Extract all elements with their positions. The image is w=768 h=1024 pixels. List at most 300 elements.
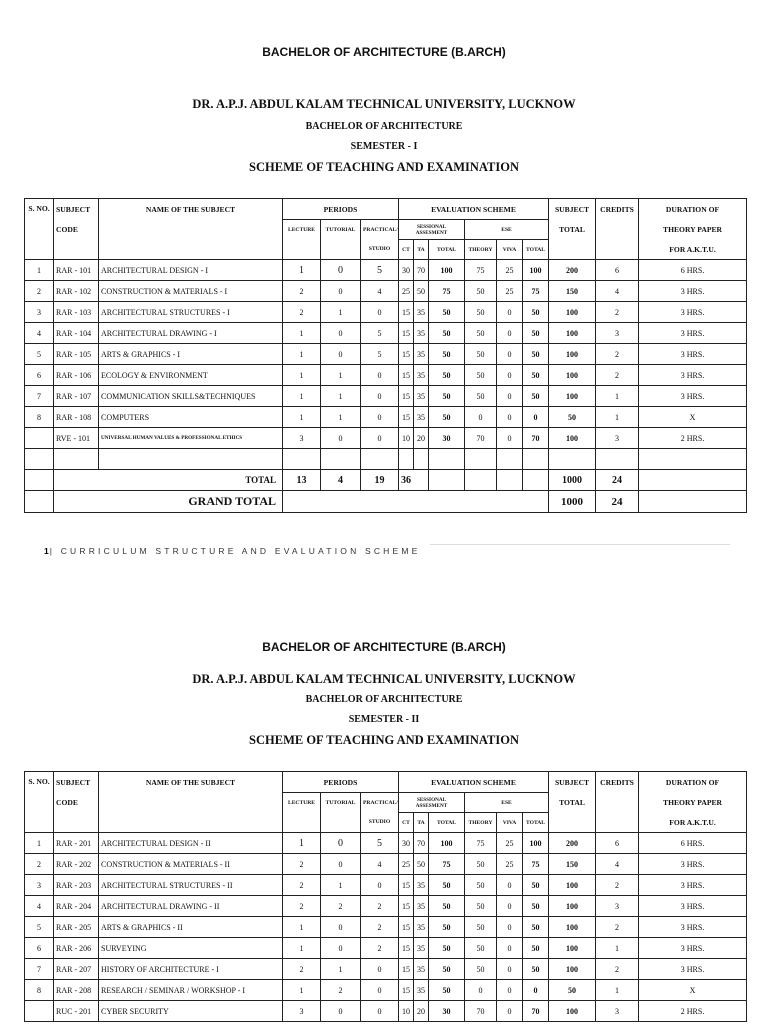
row-name: CYBER SECURITY <box>99 1001 283 1022</box>
table-row <box>25 875 747 896</box>
row-practical: 2 <box>361 938 399 959</box>
row-duration: 2 HRS. <box>639 1001 747 1022</box>
header-tutorial: TUTORIAL <box>321 220 361 240</box>
row-name: ARCHITECTURAL DESIGN - II <box>99 833 283 854</box>
row-name: COMMUNICATION SKILLS&TECHNIQUES <box>99 386 283 407</box>
row-ct: 25 <box>399 854 414 875</box>
row-ct: 15 <box>399 896 414 917</box>
semester-title: SEMESTER - I <box>350 141 418 152</box>
row-ese-total: 100 <box>523 833 549 854</box>
row-lecture: 1 <box>283 323 321 344</box>
row-code: RAR - 208 <box>54 980 99 1001</box>
header-code: CODE <box>54 793 99 813</box>
row-ct: 15 <box>399 323 414 344</box>
row-tutorial: 0 <box>321 1001 361 1022</box>
row-sessional-total: 50 <box>429 323 465 344</box>
row-subject-total: 100 <box>549 896 596 917</box>
header-viva: VIVA <box>497 813 523 833</box>
row-credits: 4 <box>596 854 639 875</box>
row-practical: 0 <box>361 875 399 896</box>
total-subject-total: 1000 <box>549 470 596 491</box>
row-ct: 15 <box>399 386 414 407</box>
row-duration: X <box>639 980 747 1001</box>
row-ct: 10 <box>399 1001 414 1022</box>
row-sessional-total: 50 <box>429 302 465 323</box>
header-credits: CREDITS <box>596 199 639 220</box>
row-ta: 35 <box>414 344 429 365</box>
row-subject-total: 200 <box>549 260 596 281</box>
row-practical: 5 <box>361 323 399 344</box>
row-credits: 4 <box>596 281 639 302</box>
row-tutorial: 0 <box>321 323 361 344</box>
row-theory: 50 <box>465 896 497 917</box>
row-ta: 35 <box>414 959 429 980</box>
row-lecture: 2 <box>283 875 321 896</box>
row-viva: 25 <box>497 833 523 854</box>
table-row <box>25 833 747 854</box>
header-subject-total-1: SUBJECT <box>549 772 596 793</box>
row-ct: 15 <box>399 917 414 938</box>
row-ese-total: 50 <box>523 302 549 323</box>
row-sessional-total: 50 <box>429 344 465 365</box>
row-practical: 0 <box>361 407 399 428</box>
header-sno: S. NO. <box>25 772 54 793</box>
row-sessional-total: 30 <box>429 428 465 449</box>
row-practical: 0 <box>361 980 399 1001</box>
row-duration: 3 HRS. <box>639 281 747 302</box>
table-totals <box>25 449 747 513</box>
row-ct: 15 <box>399 959 414 980</box>
row-subject-total: 100 <box>549 1001 596 1022</box>
row-name: ARCHITECTURAL STRUCTURES - II <box>99 875 283 896</box>
row-code: RAR - 207 <box>54 959 99 980</box>
row-lecture: 2 <box>283 854 321 875</box>
row-ct: 15 <box>399 875 414 896</box>
header-ese: ESE <box>465 220 549 240</box>
row-sessional-total: 100 <box>429 260 465 281</box>
scheme-table-semester-1 <box>24 198 747 513</box>
row-duration: 3 HRS. <box>639 875 747 896</box>
row-practical: 0 <box>361 959 399 980</box>
table-row <box>25 386 747 407</box>
header-duration-1: DURATION OF <box>639 772 747 793</box>
row-code: RAR - 206 <box>54 938 99 959</box>
row-theory: 75 <box>465 833 497 854</box>
program-title: BACHELOR OF ARCHITECTURE (B.ARCH) <box>262 45 506 59</box>
row-credits: 1 <box>596 980 639 1001</box>
table-header <box>25 772 747 833</box>
table-row <box>25 1001 747 1022</box>
row-ta: 35 <box>414 980 429 1001</box>
row-lecture: 2 <box>283 281 321 302</box>
row-ese-total: 50 <box>523 959 549 980</box>
row-ese-total: 50 <box>523 344 549 365</box>
total-tutorial: 4 <box>321 470 361 491</box>
scheme-title: SCHEME OF TEACHING AND EXAMINATION <box>249 160 519 174</box>
row-credits: 1 <box>596 407 639 428</box>
row-sno: 1 <box>25 260 54 281</box>
header-ta: TA <box>414 813 429 833</box>
row-name: CONSTRUCTION & MATERIALS - I <box>99 281 283 302</box>
grand-total-label: GRAND TOTAL <box>54 491 283 513</box>
row-ta: 35 <box>414 407 429 428</box>
header-evaluation: EVALUATION SCHEME <box>399 772 549 793</box>
row-tutorial: 1 <box>321 302 361 323</box>
row-credits: 3 <box>596 1001 639 1022</box>
row-lecture: 2 <box>283 302 321 323</box>
row-viva: 0 <box>497 302 523 323</box>
row-viva: 25 <box>497 260 523 281</box>
row-theory: 50 <box>465 938 497 959</box>
header-ese: ESE <box>465 793 549 813</box>
table-row <box>25 323 747 344</box>
row-sno: 5 <box>25 917 54 938</box>
row-credits: 3 <box>596 323 639 344</box>
row-duration: 3 HRS. <box>639 959 747 980</box>
row-lecture: 3 <box>283 1001 321 1022</box>
footer-page-number: 1 <box>44 546 50 556</box>
row-theory: 50 <box>465 365 497 386</box>
row-sno: 7 <box>25 386 54 407</box>
row-theory: 0 <box>465 980 497 1001</box>
row-duration: 3 HRS. <box>639 386 747 407</box>
row-theory: 50 <box>465 386 497 407</box>
row-sessional-total: 50 <box>429 980 465 1001</box>
total-practical: 19 <box>361 470 399 491</box>
row-duration: 3 HRS. <box>639 302 747 323</box>
row-practical: 5 <box>361 833 399 854</box>
row-lecture: 1 <box>283 980 321 1001</box>
row-ct: 15 <box>399 344 414 365</box>
row-sno: 4 <box>25 323 54 344</box>
row-code: RAR - 102 <box>54 281 99 302</box>
row-ese-total: 50 <box>523 875 549 896</box>
row-subject-total: 100 <box>549 323 596 344</box>
row-sno: 2 <box>25 281 54 302</box>
row-name: ARCHITECTURAL DRAWING - II <box>99 896 283 917</box>
header-lecture: LECTURE <box>283 793 321 813</box>
row-sessional-total: 30 <box>429 1001 465 1022</box>
row-ta: 35 <box>414 386 429 407</box>
row-subject-total: 100 <box>549 917 596 938</box>
header-ese-total: TOTAL <box>523 240 549 260</box>
header-viva: VIVA <box>497 240 523 260</box>
row-ct: 15 <box>399 302 414 323</box>
row-practical: 0 <box>361 302 399 323</box>
row-viva: 0 <box>497 896 523 917</box>
row-tutorial: 1 <box>321 386 361 407</box>
row-viva: 0 <box>497 917 523 938</box>
row-viva: 0 <box>497 323 523 344</box>
header-duration-3: FOR A.K.T.U. <box>639 240 747 260</box>
row-subject-total: 100 <box>549 938 596 959</box>
row-subject-total: 200 <box>549 833 596 854</box>
table-row <box>25 854 747 875</box>
header-practical: PRACTICAL/ <box>361 793 399 813</box>
row-theory: 50 <box>465 344 497 365</box>
program-title: BACHELOR OF ARCHITECTURE (B.ARCH) <box>262 640 506 654</box>
table-row <box>25 980 747 1001</box>
row-ese-total: 50 <box>523 896 549 917</box>
row-viva: 0 <box>497 1001 523 1022</box>
row-subject-total: 100 <box>549 428 596 449</box>
row-sessional-total: 75 <box>429 281 465 302</box>
row-ese-total: 0 <box>523 407 549 428</box>
header-sessional-total: TOTAL <box>429 813 465 833</box>
total-label: TOTAL <box>54 470 283 491</box>
row-sno: 6 <box>25 365 54 386</box>
row-duration: 3 HRS. <box>639 344 747 365</box>
total-lecture: 13 <box>283 470 321 491</box>
total-credits: 24 <box>596 470 639 491</box>
row-lecture: 1 <box>283 833 321 854</box>
grand-total-subject-total: 1000 <box>549 491 596 513</box>
row-ese-total: 75 <box>523 854 549 875</box>
header-code: CODE <box>54 220 99 240</box>
row-sessional-total: 50 <box>429 896 465 917</box>
row-theory: 50 <box>465 917 497 938</box>
row-practical: 0 <box>361 1001 399 1022</box>
row-tutorial: 1 <box>321 875 361 896</box>
row-practical: 2 <box>361 917 399 938</box>
row-viva: 0 <box>497 386 523 407</box>
row-tutorial: 0 <box>321 428 361 449</box>
header-credits: CREDITS <box>596 772 639 793</box>
table-row <box>25 917 747 938</box>
row-name: ARCHITECTURAL STRUCTURES - I <box>99 302 283 323</box>
row-duration: 2 HRS. <box>639 428 747 449</box>
row-theory: 50 <box>465 323 497 344</box>
row-tutorial: 0 <box>321 344 361 365</box>
row-tutorial: 0 <box>321 938 361 959</box>
row-sno: 4 <box>25 896 54 917</box>
header-sessional-total: TOTAL <box>429 240 465 260</box>
row-viva: 0 <box>497 428 523 449</box>
row-ta: 20 <box>414 1001 429 1022</box>
row-duration: 3 HRS. <box>639 896 747 917</box>
row-duration: 3 HRS. <box>639 323 747 344</box>
header-ta: TA <box>414 240 429 260</box>
row-ct: 15 <box>399 407 414 428</box>
row-viva: 0 <box>497 959 523 980</box>
row-theory: 50 <box>465 875 497 896</box>
row-credits: 3 <box>596 428 639 449</box>
header-subject-total-1: SUBJECT <box>549 199 596 220</box>
row-code: RAR - 104 <box>54 323 99 344</box>
row-viva: 0 <box>497 407 523 428</box>
row-code: RAR - 205 <box>54 917 99 938</box>
row-ese-total: 50 <box>523 938 549 959</box>
row-practical: 0 <box>361 365 399 386</box>
row-sno: 3 <box>25 302 54 323</box>
row-sessional-total: 50 <box>429 407 465 428</box>
row-code: RAR - 202 <box>54 854 99 875</box>
table-row <box>25 938 747 959</box>
row-ta: 70 <box>414 833 429 854</box>
row-lecture: 1 <box>283 938 321 959</box>
row-code: RAR - 106 <box>54 365 99 386</box>
row-sno: 2 <box>25 854 54 875</box>
row-sno: 1 <box>25 833 54 854</box>
row-lecture: 1 <box>283 344 321 365</box>
row-name: RESEARCH / SEMINAR / WORKSHOP - I <box>99 980 283 1001</box>
row-ese-total: 50 <box>523 917 549 938</box>
grand-total-credits: 24 <box>596 491 639 513</box>
semester-title: SEMESTER - II <box>348 714 420 725</box>
row-sno: 8 <box>25 980 54 1001</box>
row-name: CONSTRUCTION & MATERIALS - II <box>99 854 283 875</box>
row-code: RUC - 201 <box>54 1001 99 1022</box>
row-code: RAR - 201 <box>54 833 99 854</box>
header-studio: STUDIO <box>361 240 399 260</box>
header-subject: SUBJECT <box>54 772 99 793</box>
header-duration-2: THEORY PAPER <box>639 220 747 240</box>
row-sno: 3 <box>25 875 54 896</box>
row-ta: 35 <box>414 302 429 323</box>
total-ct: 36 <box>399 470 429 491</box>
row-sessional-total: 100 <box>429 833 465 854</box>
table-body <box>25 833 747 1022</box>
row-lecture: 1 <box>283 365 321 386</box>
row-code: RAR - 103 <box>54 302 99 323</box>
table-row <box>25 344 747 365</box>
table-row <box>25 428 747 449</box>
row-lecture: 1 <box>283 917 321 938</box>
row-ese-total: 70 <box>523 1001 549 1022</box>
row-ese-total: 50 <box>523 365 549 386</box>
row-duration: 6 HRS. <box>639 833 747 854</box>
row-duration: 6 HRS. <box>639 260 747 281</box>
row-ct: 15 <box>399 938 414 959</box>
row-credits: 1 <box>596 386 639 407</box>
row-duration: 3 HRS. <box>639 854 747 875</box>
row-ese-total: 50 <box>523 386 549 407</box>
row-code: RAR - 101 <box>54 260 99 281</box>
row-lecture: 1 <box>283 407 321 428</box>
header-evaluation: EVALUATION SCHEME <box>399 199 549 220</box>
row-name: COMPUTERS <box>99 407 283 428</box>
row-viva: 0 <box>497 365 523 386</box>
row-theory: 70 <box>465 1001 497 1022</box>
row-lecture: 1 <box>283 386 321 407</box>
row-practical: 0 <box>361 386 399 407</box>
row-practical: 4 <box>361 281 399 302</box>
row-lecture: 2 <box>283 959 321 980</box>
row-tutorial: 0 <box>321 260 361 281</box>
row-lecture: 3 <box>283 428 321 449</box>
row-ese-total: 50 <box>523 323 549 344</box>
header-subject-total-2: TOTAL <box>549 220 596 240</box>
table-row <box>25 260 747 281</box>
row-sessional-total: 50 <box>429 938 465 959</box>
header-ct: CT <box>399 240 414 260</box>
row-subject-total: 100 <box>549 344 596 365</box>
row-practical: 5 <box>361 260 399 281</box>
row-credits: 2 <box>596 959 639 980</box>
university-title: DR. A.P.J. ABDUL KALAM TECHNICAL UNIVERSITY, LUCKNOW <box>192 672 576 686</box>
table-header <box>25 199 747 260</box>
row-name: ARCHITECTURAL DRAWING - I <box>99 323 283 344</box>
row-credits: 2 <box>596 365 639 386</box>
row-sessional-total: 50 <box>429 386 465 407</box>
row-ct: 15 <box>399 365 414 386</box>
header-subject-name: NAME OF THE SUBJECT <box>99 772 283 793</box>
header-duration-1: DURATION OF <box>639 199 747 220</box>
row-name: ECOLOGY & ENVIRONMENT <box>99 365 283 386</box>
row-credits: 2 <box>596 875 639 896</box>
table-row <box>25 365 747 386</box>
row-ct: 10 <box>399 428 414 449</box>
row-subject-total: 150 <box>549 281 596 302</box>
row-practical: 5 <box>361 344 399 365</box>
row-ta: 35 <box>414 896 429 917</box>
row-lecture: 1 <box>283 260 321 281</box>
row-tutorial: 0 <box>321 854 361 875</box>
table-row <box>25 407 747 428</box>
row-duration: 3 HRS. <box>639 365 747 386</box>
row-practical: 2 <box>361 896 399 917</box>
row-ta: 50 <box>414 281 429 302</box>
row-tutorial: 0 <box>321 833 361 854</box>
row-tutorial: 0 <box>321 917 361 938</box>
row-sno: 5 <box>25 344 54 365</box>
row-lecture: 2 <box>283 896 321 917</box>
table-row <box>25 302 747 323</box>
row-ct: 25 <box>399 281 414 302</box>
row-ta: 20 <box>414 428 429 449</box>
row-code: RAR - 105 <box>54 344 99 365</box>
row-credits: 6 <box>596 260 639 281</box>
row-credits: 2 <box>596 302 639 323</box>
row-viva: 0 <box>497 980 523 1001</box>
header-sessional: SESSIONAL ASSESMENT <box>399 220 465 240</box>
row-name: ARCHITECTURAL DESIGN - I <box>99 260 283 281</box>
row-subject-total: 150 <box>549 854 596 875</box>
header-theory: THEORY <box>465 813 497 833</box>
row-ta: 70 <box>414 260 429 281</box>
header-studio: STUDIO <box>361 813 399 833</box>
row-duration: 3 HRS. <box>639 917 747 938</box>
row-code: RAR - 204 <box>54 896 99 917</box>
table-row <box>25 281 747 302</box>
header-duration-2: THEORY PAPER <box>639 793 747 813</box>
row-ct: 30 <box>399 833 414 854</box>
row-ese-total: 70 <box>523 428 549 449</box>
row-credits: 2 <box>596 344 639 365</box>
row-sno: 6 <box>25 938 54 959</box>
university-title: DR. A.P.J. ABDUL KALAM TECHNICAL UNIVERSITY, LUCKNOW <box>192 97 576 111</box>
row-duration: 3 HRS. <box>639 938 747 959</box>
row-ese-total: 0 <box>523 980 549 1001</box>
row-viva: 0 <box>497 875 523 896</box>
row-code: RAR - 108 <box>54 407 99 428</box>
row-credits: 2 <box>596 917 639 938</box>
row-subject-total: 50 <box>549 980 596 1001</box>
row-ta: 35 <box>414 938 429 959</box>
row-theory: 70 <box>465 428 497 449</box>
scheme-table-semester-2 <box>24 771 747 1022</box>
row-sno: 8 <box>25 407 54 428</box>
header-ct: CT <box>399 813 414 833</box>
row-tutorial: 1 <box>321 407 361 428</box>
header-practical: PRACTICAL/ <box>361 220 399 240</box>
row-theory: 50 <box>465 854 497 875</box>
row-name: HISTORY OF ARCHITECTURE - I <box>99 959 283 980</box>
row-name: ARTS & GRAPHICS - II <box>99 917 283 938</box>
row-duration: X <box>639 407 747 428</box>
row-practical: 0 <box>361 428 399 449</box>
row-theory: 50 <box>465 959 497 980</box>
